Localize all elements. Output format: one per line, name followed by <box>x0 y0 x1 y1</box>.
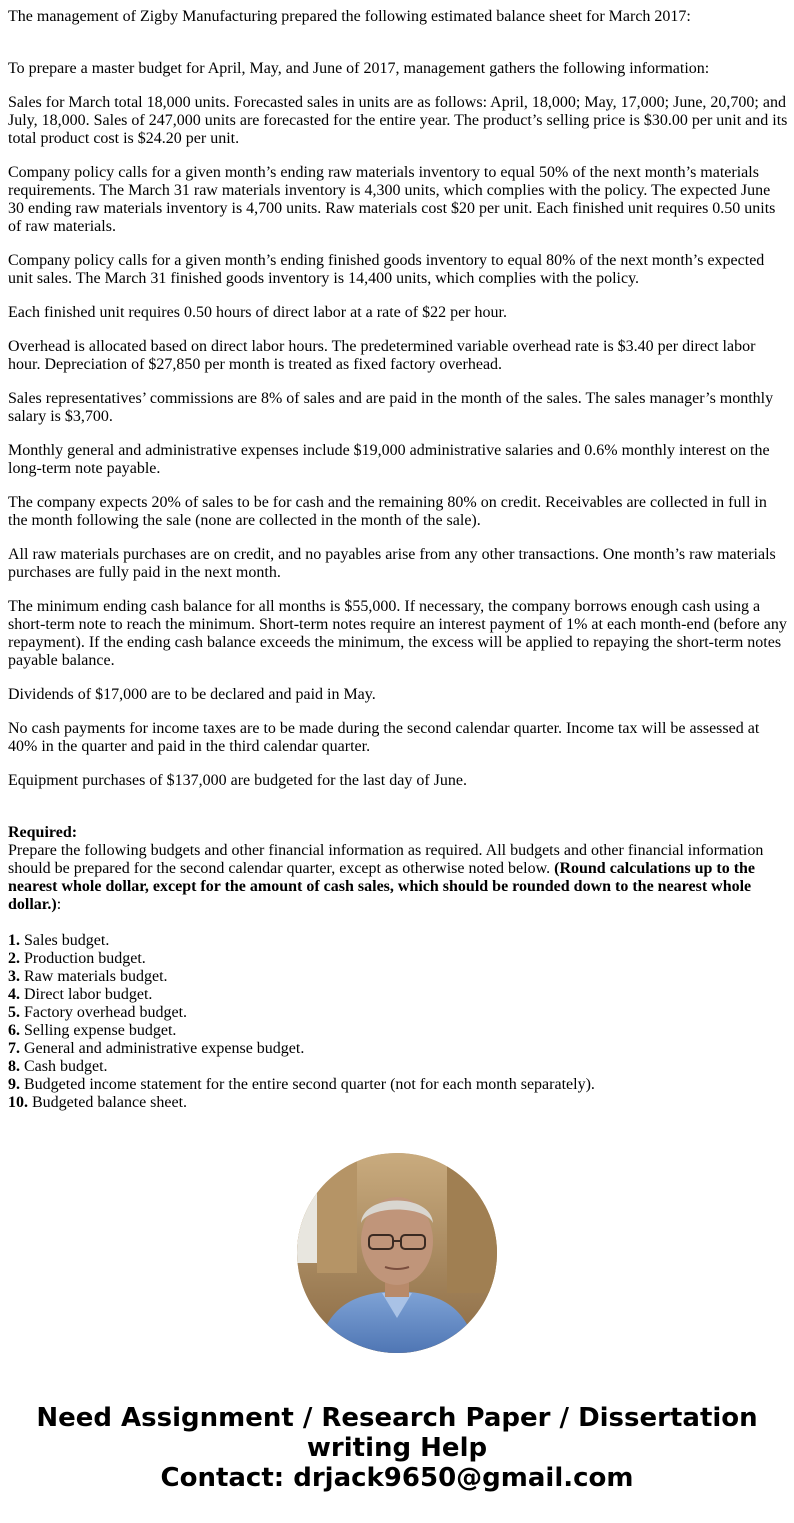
item-number: 6. <box>8 1022 20 1039</box>
item-number: 10. <box>8 1094 28 1111</box>
list-item <box>8 932 788 950</box>
item-text: Sales budget. <box>24 932 110 949</box>
info-paragraph: Overhead is allocated based on direct labor hours. The predetermined variable overhead rate is $3.40 per direct labor hour. Depreciation of $27,850 per month is treated as fixed factory overhead. <box>8 338 756 373</box>
instructions-text: Prepare the following budgets and other financial information as required. All budgets and other financial information should be prepared for the second calendar quarter, except as otherwise noted below. <box>8 842 764 877</box>
info-paragraph: Monthly general and administrative expenses include $19,000 administrative salaries and 0.6% monthly interest on the long-term note payable. <box>8 442 770 477</box>
document-body <box>8 8 788 1112</box>
list-item <box>8 968 788 986</box>
item-text: Budgeted balance sheet. <box>32 1094 188 1111</box>
item-number: 4. <box>8 986 20 1003</box>
item-text: Raw materials budget. <box>24 968 168 985</box>
banner-line: writing Help <box>306 1433 488 1463</box>
info-paragraph: Each finished unit requires 0.50 hours of direct labor at a rate of $22 per hour. <box>8 304 507 321</box>
list-item <box>8 950 788 968</box>
rounding-note: (Round calculations up to the nearest whole dollar, except for the amount of cash sales, which should be rounded down to the nearest whole dollar.) <box>8 860 756 913</box>
list-item <box>8 1022 788 1040</box>
info-paragraph: Equipment purchases of $137,000 are budgeted for the last day of June. <box>8 772 467 789</box>
info-paragraph: The company expects 20% of sales to be for cash and the remaining 80% on credit. Receivables are collected in full in the month following the sale (none are collected in the month of the sale). <box>8 494 767 529</box>
intro-line: To prepare a master budget for April, May, and June of 2017, management gathers the following information: <box>8 60 710 77</box>
banner-contact: Contact: drjack9650@gmail.com <box>160 1463 634 1493</box>
info-paragraph: Company policy calls for a given month’s ending raw materials inventory to equal 50% of the next month’s materials requirements. The March 31 raw materials inventory is 4,300 units, which complies with the policy. The expected June 30 ending raw materials inventory is 4,700 units. Raw materials cost $20 per unit. Each finished unit requires 0.50 units of raw materials. <box>8 164 776 235</box>
item-text: Factory overhead budget. <box>24 1004 188 1021</box>
list-item <box>8 1040 788 1058</box>
info-paragraph: The minimum ending cash balance for all months is $55,000. If necessary, the company borrows enough cash using a short-term note to reach the minimum. Short-term notes require an interest payment of 1% at each month-end (before any repayment). If the ending cash balance exceeds the minimum, the excess will be applied to repaying the short-term notes payable balance. <box>8 598 787 669</box>
info-paragraph: No cash payments for income taxes are to be made during the second calendar quarter. Income tax will be assessed at 40% in the quarter and paid in the third calendar quarter. <box>8 720 760 755</box>
requirements-list <box>8 932 788 1112</box>
item-text: Production budget. <box>24 950 146 967</box>
portrait-image <box>297 1153 497 1353</box>
banner-line: Need Assignment / Research Paper / Dissertation <box>36 1403 758 1433</box>
item-text: Selling expense budget. <box>24 1022 177 1039</box>
list-item <box>8 1094 788 1112</box>
item-number: 3. <box>8 968 20 985</box>
info-paragraph: Company policy calls for a given month’s ending finished goods inventory to equal 80% of the next month’s expected unit sales. The March 31 finished goods inventory is 14,400 units, which complies with the policy. <box>8 252 765 287</box>
info-paragraph: Sales for March total 18,000 units. Forecasted sales in units are as follows: April, 18,000; May, 17,000; June, 20,700; and July, 18,000. Sales of 247,000 units are forecasted for the entire year. The product’s selling price is $30.00 per unit and its total product cost is $24.20 per unit. <box>8 94 788 147</box>
instructions-colon: : <box>56 896 62 913</box>
list-item <box>8 1058 788 1076</box>
required-title: Required: <box>8 824 78 841</box>
list-item <box>8 986 788 1004</box>
list-item <box>8 1076 788 1094</box>
item-number: 9. <box>8 1076 20 1093</box>
info-paragraph: Dividends of $17,000 are to be declared and paid in May. <box>8 686 376 703</box>
item-text: Direct labor budget. <box>24 986 153 1003</box>
item-number: 2. <box>8 950 20 967</box>
list-item <box>8 1004 788 1022</box>
item-number: 5. <box>8 1004 20 1021</box>
item-text: General and administrative expense budget. <box>24 1040 305 1057</box>
intro-line: The management of Zigby Manufacturing prepared the following estimated balance sheet for March 2017: <box>8 8 691 25</box>
item-number: 7. <box>8 1040 20 1057</box>
required-section <box>8 824 788 1112</box>
info-paragraph: All raw materials purchases are on credit, and no payables arise from any other transactions. One month’s raw materials purchases are fully paid in the next month. <box>8 546 776 581</box>
required-instructions <box>8 842 788 914</box>
info-paragraph: Sales representatives’ commissions are 8% of sales and are paid in the month of the sales. The sales manager’s monthly salary is $3,700. <box>8 390 774 425</box>
item-text: Cash budget. <box>24 1058 108 1075</box>
item-number: 1. <box>8 932 20 949</box>
item-number: 8. <box>8 1058 20 1075</box>
item-text: Budgeted income statement for the entire second quarter (not for each month separately). <box>24 1076 595 1093</box>
author-photo <box>297 1153 497 1353</box>
contact-banner <box>0 1403 794 1493</box>
